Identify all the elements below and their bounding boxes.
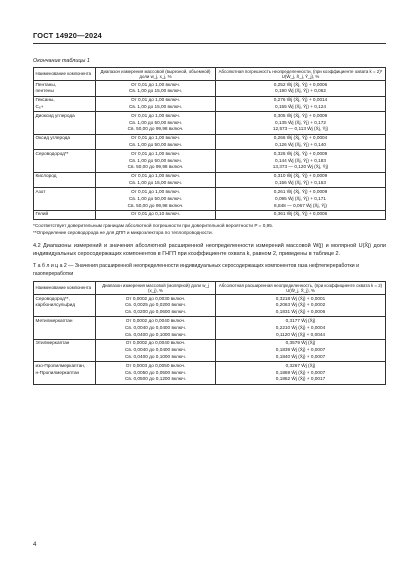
cell-line: 0,126 W̄j (X̄j, Ȳj) + 0,140	[275, 142, 326, 147]
cell-line: Метилмеркаптан	[35, 317, 73, 323]
table-row	[34, 96, 386, 112]
cell-line: Азот	[35, 188, 46, 194]
cell-line: От 0,01 до 1,00 включ.	[130, 188, 181, 194]
table-2-body	[34, 295, 386, 385]
cell-line: 0,3218 W̄j (X̄j) + 0,0001	[275, 295, 326, 301]
table1-caption: Окончание таблицы 1	[33, 58, 90, 64]
range-cell	[96, 362, 216, 384]
table2-caption: Т а б л и ц а 2 — Значения расширенной неопределенности индивидуальных серосодержащих компонентов газа нефтепереработки и газопереработки	[33, 263, 359, 277]
component-cell	[34, 172, 96, 188]
table-row	[34, 210, 386, 219]
cell-line: 0,095 W̄j (X̄j, Ȳj) + 0,171	[275, 195, 326, 201]
uncertainty-cell	[216, 112, 386, 134]
table-2-header-uncertainty: Абсолютная расширенная неопределенность, (при коэффициенте охвата k = 2) U(W̄_j, X̄_j), %	[216, 282, 386, 295]
uncertainty-cell	[216, 339, 386, 361]
page-number: 4	[33, 542, 37, 548]
uncertainty-cell	[216, 317, 386, 339]
table-row	[34, 150, 386, 172]
component-cell	[34, 317, 96, 339]
cell-line: Св. 1,00 до 50,00 включ.	[128, 157, 183, 163]
cell-line: Св. 1,00 до 50,00 включ.	[128, 142, 183, 147]
table-1-header-component: Наименование компонента	[34, 68, 96, 81]
cell-line: 0,361 W̄j (X̄j, Ȳj) + 0,0006	[273, 211, 328, 217]
cell-line: 8,848 — 0,067 W̄j (X̄j, Ȳj)	[274, 202, 327, 208]
cell-line: Св. 0,0500 до 0,1200 включ.	[125, 376, 186, 382]
range-cell	[96, 134, 216, 150]
table-1-header-row	[34, 68, 386, 81]
uncertainty-cell	[216, 295, 386, 317]
document-header: ГОСТ 14920—2024	[33, 31, 102, 40]
cell-line: Св. 1,00 до 15,00 включ.	[128, 103, 183, 109]
cell-line: Св. 1,00 до 50,00 включ.	[128, 119, 183, 125]
range-cell	[96, 339, 216, 361]
cell-line: 0,156 W̄j (X̄j, Ȳj) + 0,153	[275, 180, 326, 186]
cell-line: От 0,01 до 0,10 включ.	[130, 211, 181, 217]
cell-line: От 0,01 до 1,00 включ.	[130, 97, 181, 103]
cell-line: Св. 0,0025 до 0,0200 включ.	[125, 302, 186, 308]
uncertainty-cell	[216, 150, 386, 172]
cell-line: От 0,01 до 1,00 включ.	[130, 173, 181, 179]
component-cell	[34, 295, 96, 317]
cell-line: От 0,0002 до 0,0040 включ.	[125, 317, 186, 323]
cell-line: 0,190 W̄j (X̄j, Ȳj) + 0,062	[275, 88, 326, 94]
cell-line: Гелий	[35, 211, 49, 217]
cell-line: 0,144 W̄j (X̄j, Ȳj) + 0,183	[275, 157, 326, 163]
table-1-footnote-1: *Соответствует доверительным границам абсолютной погрешности при доверительной вероятности P = 0,95.	[33, 223, 274, 228]
section-4-2-paragraph: 4.2 Диапазоны измерений и значения абсолютной расширенной неопределенности измерений массовой W(j) и молярной U(X̄j) доли индивидуальных серосодержащих компонентов в ГНГП при коэффициенте охвата k, равном 2, приведены в таблице 2.	[33, 243, 386, 258]
cell-line: 0,252 W̄j (X̄j, Ȳj) + 0,0006	[273, 81, 328, 87]
cell-line: Св. 50,00 до 99,98 включ.	[127, 164, 184, 170]
range-cell	[96, 295, 216, 317]
component-cell	[34, 362, 96, 384]
component-cell	[34, 81, 96, 97]
cell-line: Кислород	[35, 173, 57, 179]
range-cell	[96, 81, 216, 97]
cell-line: Этилмеркаптан	[35, 340, 70, 346]
cell-line: От 0,0002 до 0,0040 включ.	[125, 340, 186, 346]
table-1-header-uncertainty: Абсолютная погрешность неопределенности, (при коэффициенте охвата k = 2)* U(W̄_j, X̄_j, Ȳ_j), %	[216, 68, 386, 81]
uncertainty-cell	[216, 362, 386, 384]
cell-line: 0,1840 W̄j (X̄j) + 0,0007	[275, 354, 326, 359]
component-cell	[34, 96, 96, 112]
table-2	[33, 281, 386, 385]
cell-line: 12,573 — 0,113 W̄j (X̄j, Ȳj)	[272, 126, 329, 132]
cell-line: Сероводород**	[35, 150, 69, 156]
table-row	[34, 172, 386, 188]
range-cell	[96, 150, 216, 172]
table-2-header-row	[34, 282, 386, 295]
cell-line: карбонилсульфид	[35, 302, 76, 308]
component-cell	[34, 188, 96, 210]
table-1-body	[34, 81, 386, 220]
component-cell	[34, 134, 96, 150]
cell-line: Пентаны,	[35, 81, 57, 87]
cell-line: 0,1869 W̄j (X̄j) + 0,0007	[275, 369, 326, 375]
cell-line: Св. 1,00 до 50,00 включ.	[128, 195, 183, 201]
cell-line: н-Пропилмеркаптан	[35, 369, 80, 375]
cell-line: 0,3177 W̄j (X̄j)	[285, 317, 316, 323]
cell-line: От 0,01 до 1,00 включ.	[130, 81, 181, 87]
table-2-header-range: Диапазон измерения массовой (молярной) доли w_j (x_j), %	[96, 282, 216, 295]
component-cell	[34, 150, 96, 172]
uncertainty-cell	[216, 188, 386, 210]
component-cell	[34, 339, 96, 361]
cell-line: пентены	[35, 88, 54, 94]
table-row	[34, 362, 386, 384]
table-1-footnote-2: **Определение сероводорода не для ДПП и микроэлектора по теплопроводности.	[33, 230, 213, 235]
cell-line: Св. 0,0400 до 0,1000 включ.	[125, 354, 186, 359]
cell-line: 0,1831 W̄j (X̄j) + 0,0006	[275, 309, 326, 315]
cell-line: 0,3267 W̄j (X̄j)	[285, 362, 316, 368]
cell-line: 0,261 W̄j (X̄j, Ȳj) + 0,0009	[273, 188, 328, 194]
table-row	[34, 81, 386, 97]
uncertainty-cell	[216, 134, 386, 150]
cell-line: Сероводород**,	[35, 295, 70, 301]
cell-line: Св. 50,00 до 99,98 включ.	[127, 126, 184, 132]
component-cell	[34, 210, 96, 219]
range-cell	[96, 96, 216, 112]
cell-line: От 0,01 до 1,00 включ.	[130, 150, 181, 156]
cell-line: Св. 0,0200 до 0,0600 включ.	[125, 309, 186, 315]
cell-line: 0,305 W̄j (X̄j, Ȳj) + 0,0009	[273, 112, 328, 118]
range-cell	[96, 317, 216, 339]
cell-line: Св. 0,0400 до 0,1000 включ.	[125, 331, 186, 337]
table-row	[34, 317, 386, 339]
cell-line: изо-Пропилмеркаптан,	[35, 362, 86, 368]
component-cell	[34, 112, 96, 134]
cell-line: C₆+	[35, 103, 44, 109]
cell-line: Св. 50,00 до 99,98 включ.	[127, 202, 184, 208]
uncertainty-cell	[216, 172, 386, 188]
cell-line: 0,1120 W̄j (X̄j) + 0,0044	[275, 331, 326, 337]
cell-line: 0,135 W̄j (X̄j, Ȳj) + 0,172	[275, 119, 326, 125]
table-row	[34, 112, 386, 134]
range-cell	[96, 112, 216, 134]
header-rule	[33, 43, 386, 44]
table-row	[34, 188, 386, 210]
cell-line: 0,2210 W̄j (X̄j) + 0,0004	[275, 324, 326, 330]
cell-line: 0,326 W̄j (X̄j, Ȳj) + 0,0009	[273, 150, 328, 156]
range-cell	[96, 188, 216, 210]
cell-line: 0,276 W̄j (X̄j, Ȳj) + 0,0014	[273, 97, 328, 103]
cell-line: Гексаны,	[35, 97, 55, 103]
table-1-header-range: Диапазон измерения массовой (вырезной, объемной) доли w_j, x_j, %	[96, 68, 216, 81]
cell-line: 0,310 W̄j (X̄j, Ȳj) + 0,0009	[273, 173, 328, 179]
cell-line: Диоксид углерода	[35, 112, 75, 118]
table-row	[34, 339, 386, 361]
table-1	[33, 67, 386, 220]
table-2-header-component: Наименование компонента	[34, 282, 96, 295]
uncertainty-cell	[216, 96, 386, 112]
uncertainty-cell	[216, 81, 386, 97]
cell-line: От 0,0002 до 0,0030 включ.	[125, 295, 186, 301]
cell-line: Св. 1,00 до 15,00 включ.	[128, 180, 183, 186]
cell-line: 0,155 W̄j (X̄j, Ȳj) + 0,124	[275, 103, 326, 109]
table-row	[34, 134, 386, 150]
cell-line: 0,1839 W̄j (X̄j) + 0,0007	[275, 347, 326, 353]
cell-line: От 0,01 до 1,00 включ.	[130, 135, 181, 141]
cell-line: Св. 0,0040 до 0,0400 включ.	[125, 324, 186, 330]
cell-line: Св. 1,00 до 15,00 включ.	[128, 88, 183, 94]
table-row	[34, 295, 386, 317]
cell-line: 0,2063 W̄j (X̄j) + 0,0002	[275, 302, 326, 308]
cell-line: От 0,01 до 1,00 включ.	[130, 112, 181, 118]
uncertainty-cell	[216, 210, 386, 219]
cell-line: 13,373 — 0,120 W̄j (X̄j, Ȳj)	[272, 164, 329, 170]
cell-line: Оксид углерода	[35, 135, 70, 141]
cell-line: 0,1862 W̄j (X̄j) + 0,0017	[275, 376, 326, 382]
cell-line: 0,3579 W̄j (X̄j)	[285, 340, 316, 346]
cell-line: От 0,0003 до 0,0050 включ.	[125, 362, 186, 368]
range-cell	[96, 172, 216, 188]
cell-line: Св. 0,0040 до 0,0400 включ.	[125, 347, 186, 353]
cell-line: 0,266 W̄j (X̄j, Ȳj) + 0,0004	[273, 135, 328, 141]
cell-line: Св. 0,0050 до 0,0500 включ.	[125, 369, 186, 375]
range-cell	[96, 210, 216, 219]
